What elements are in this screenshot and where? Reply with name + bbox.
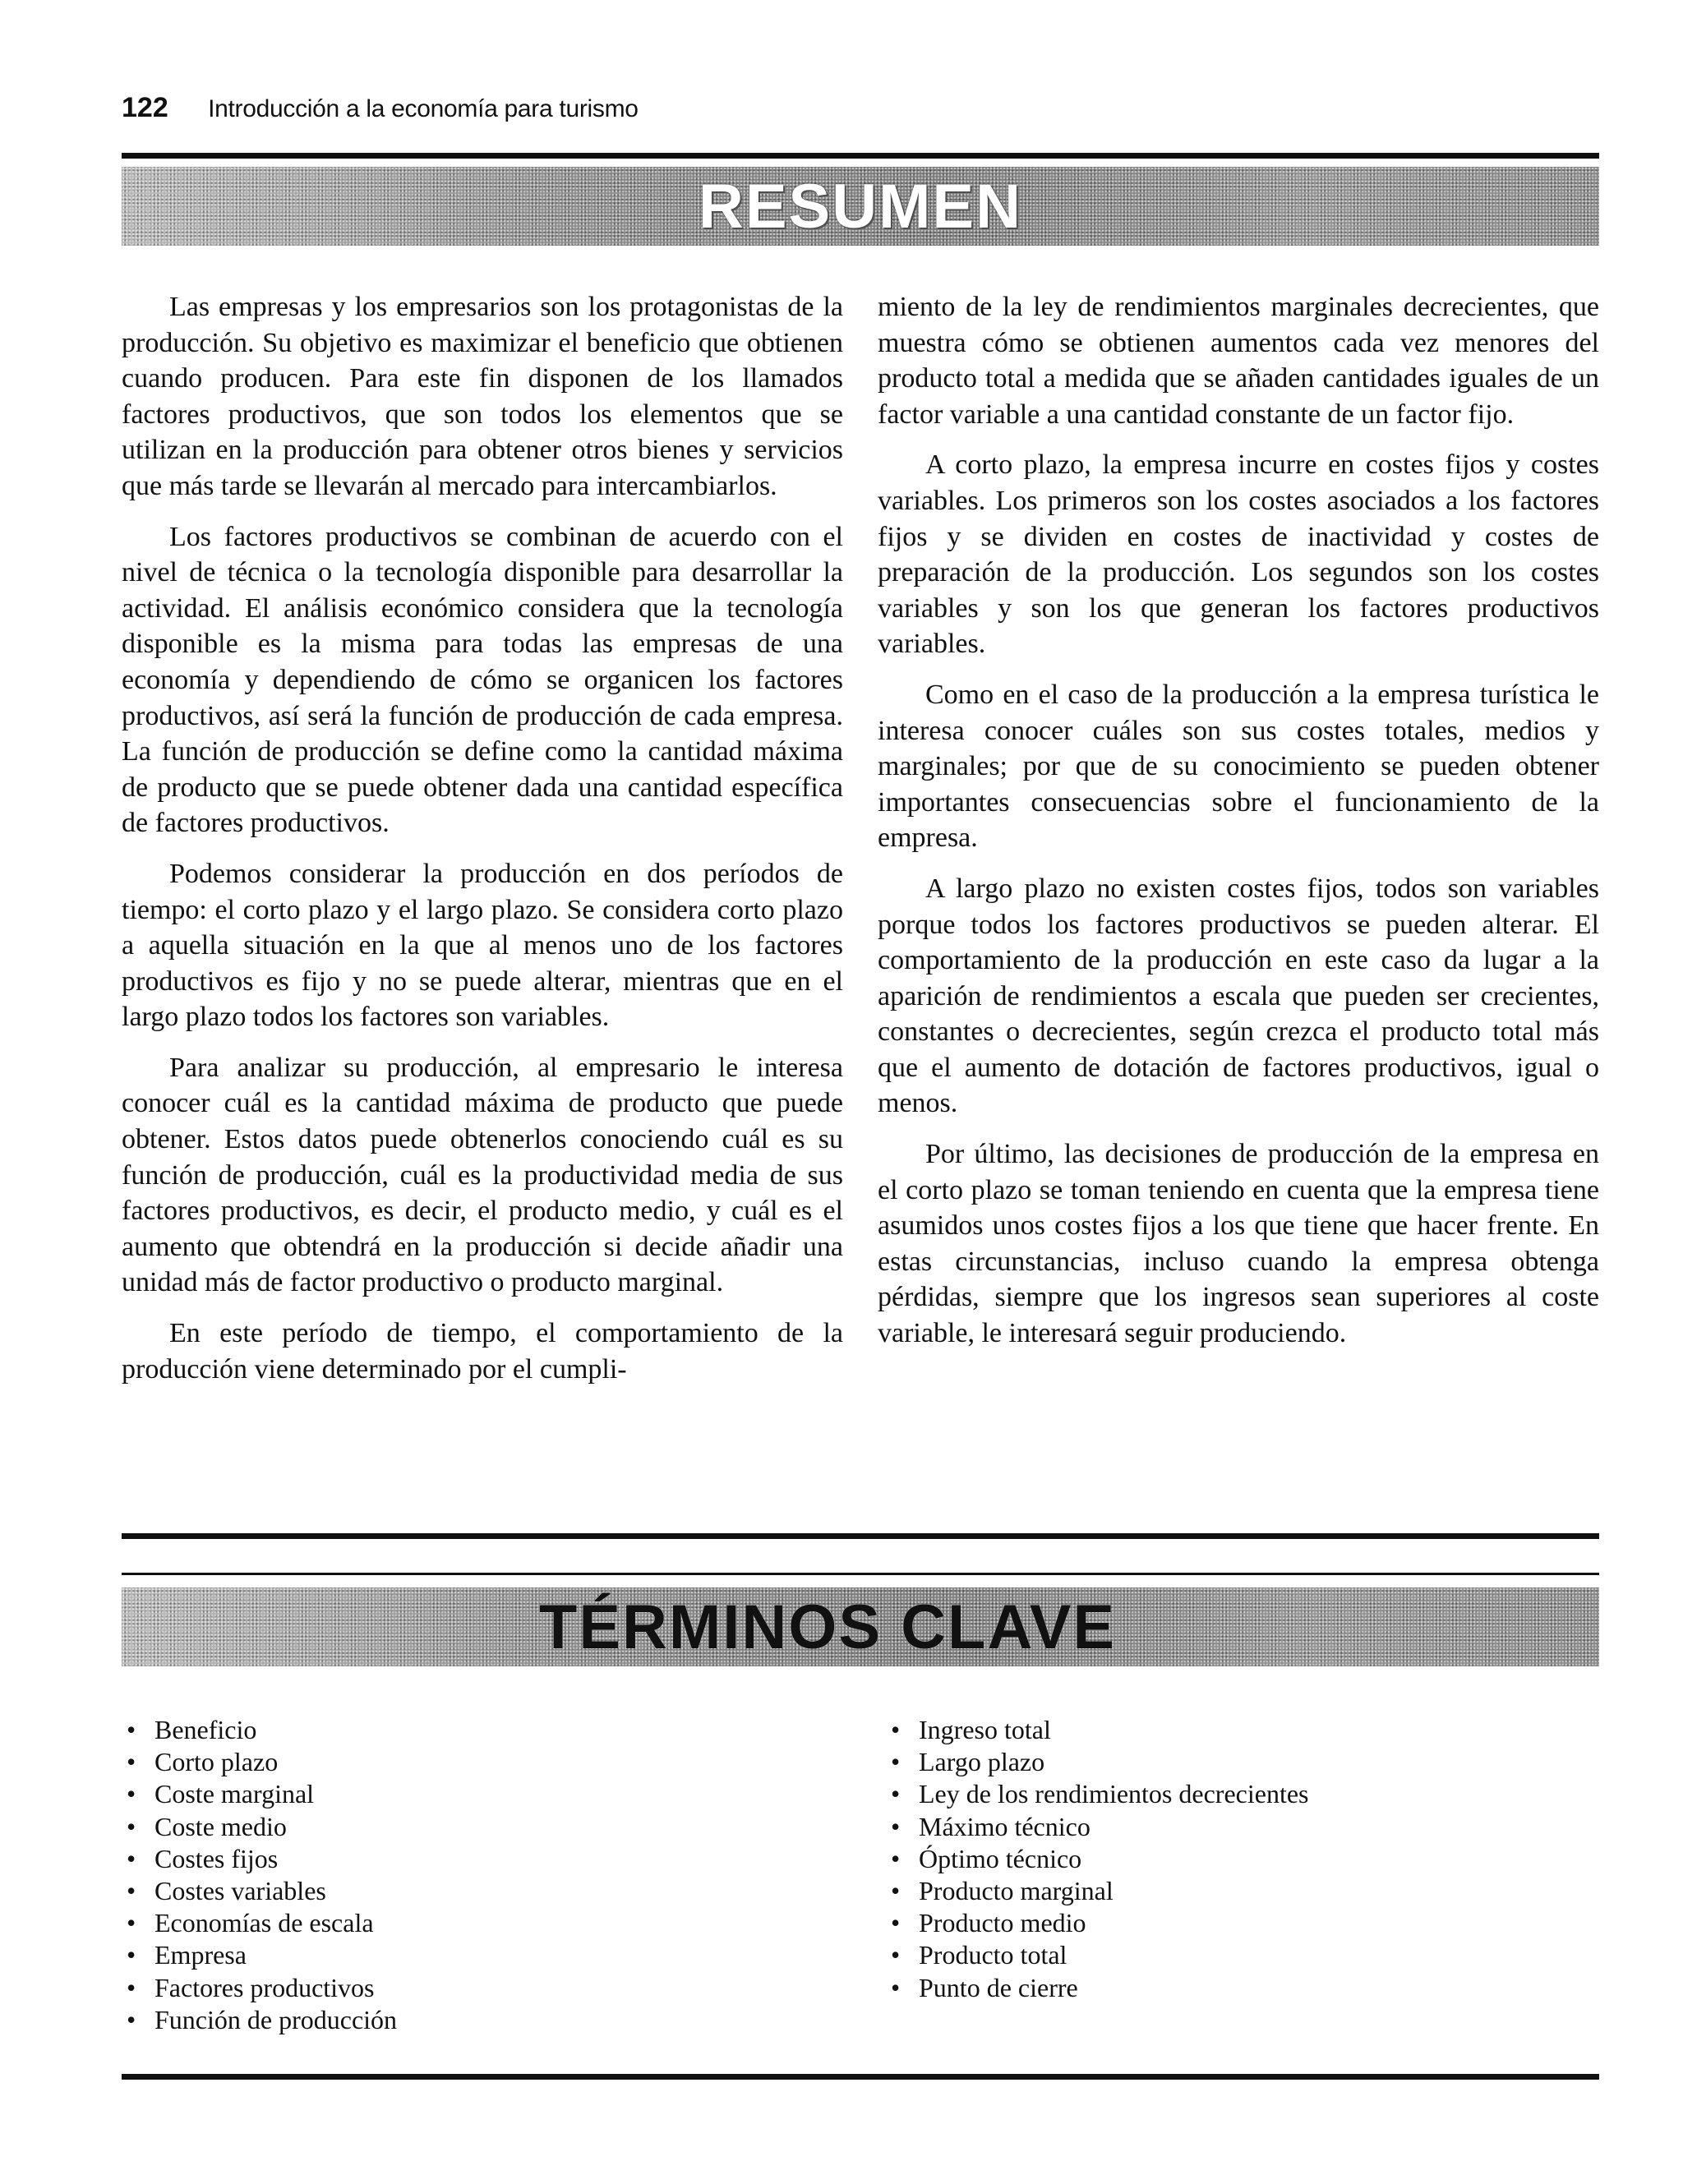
summary-paragraph: A largo plazo no existen costes fijos, todos son variables porque todos los factores productivos se pueden alterar. El comportamiento de la producción en este caso da lugar a la aparición de rendimientos a escala que pueden ser crecientes, constantes o decrecientes, según crezca el producto total más que el aumento de dotación de factores productivos, igual o menos. [878,873,1599,1119]
bullet-icon: • [127,1908,136,1938]
bullet-icon: • [127,2004,136,2034]
term-item: • Óptimo técnico [886,1843,1308,1875]
summary-paragraph: Como en el caso de la producción a la empresa turística le interesa conocer cuáles son sus costes totales, medios y marginales; por que de su conocimiento se pueden obtener importantes consecuencias sobre el funcionamiento de la empresa. [878,679,1599,854]
term-item: • Máximo técnico [886,1811,1308,1843]
term-item: • Punto de cierre [886,1972,1308,2004]
terms-body [122,1714,1599,2036]
bullet-icon: • [891,1972,901,2002]
term-item: • Empresa [122,1939,886,1971]
summary-left-column [122,289,843,1402]
page-number: 122 [122,92,168,123]
bullet-icon: • [127,1715,136,1744]
term-item: • Ingreso total [886,1714,1308,1746]
term-item: • Costes fijos [122,1843,886,1875]
bullet-icon: • [127,1843,136,1873]
term-item: • Producto total [886,1939,1308,1971]
summary-paragraph: Los factores productivos se combinan de acuerdo con el nivel de técnica o la tecnología disponible para desarrollar la actividad. El análisis económico considera que la tecnología disponible es la misma para todas las empresas de una economía y dependiendo de cómo se organicen los factores productivos, así será la función de producción de cada empresa. La función de producción se define como la cantidad máxima de producto que se puede obtener dada una cantidad específica de factores productivos. [122,521,843,839]
bullet-icon: • [891,1876,901,1906]
running-header [122,92,639,124]
term-item: • Coste marginal [122,1778,886,1810]
summary-paragraph: En este período de tiempo, el comportamiento de la producción viene determinado por el cumpli- [122,1318,843,1385]
summary-right-column [878,289,1599,1402]
summary-title: RESUMEN [698,171,1023,242]
summary-paragraph-continued: miento de la ley de rendimientos marginales decrecientes, que muestra cómo se obtienen aumentos cada vez menores del producto total a medida que se añaden cantidades iguales de un factor variable a una cantidad constante de un factor fijo. [878,292,1599,430]
summary-paragraph: Las empresas y los empresarios son los protagonistas de la producción. Su objetivo es maximizar el beneficio que obtienen cuando producen. Para este fin disponen de los llamados factores productivos, que son todos los elementos que se utilizan en la producción para obtener otros bienes y servicios que más tarde se llevarán al mercado para intercambiarlos. [122,292,843,501]
terms-title: TÉRMINOS CLAVE [538,1592,1117,1662]
summary-paragraph: Para analizar su producción, al empresario le interesa conocer cuál es la cantidad máxima de producto que puede obtener. Estos datos puede obtenerlos conociendo cuál es su función de producción, cuál es la productividad media de sus factores productivos, es decir, el producto medio, y cuál es el aumento que obtendrá en la producción si decide añadir una unidad más de factor productivo o producto marginal. [122,1052,843,1298]
summary-paragraph: A corto plazo, la empresa incurre en costes fijos y costes variables. Los primeros son los costes asociados a los factores fijos y se dividen en costes de inactividad y costes de preparación de la producción. Los segundos son los costes variables y son los que generan los factores productivos variables. [878,449,1599,660]
term-item: • Beneficio [122,1714,886,1746]
term-item: • Corto plazo [122,1746,886,1778]
bullet-icon: • [891,1908,901,1938]
bullet-icon: • [891,1940,901,1970]
summary-body [122,289,1599,1402]
bullet-icon: • [127,1876,136,1906]
term-item: • Costes variables [122,1875,886,1907]
term-item: • Factores productivos [122,1972,886,2004]
term-item: • Largo plazo [886,1746,1308,1778]
bullet-icon: • [127,1972,136,2002]
terms-banner [122,1587,1599,1666]
summary-paragraph: Podemos considerar la producción en dos períodos de tiempo: el corto plazo y el largo plazo. Se considera corto plazo a aquella situación en la que al menos uno de los factores productivos es fijo y no se puede alterar, mientras que en el largo plazo todos los factores son variables. [122,858,843,1033]
term-item: • Producto medio [886,1907,1308,1939]
top-rule [122,153,1599,159]
bottom-rule [122,2074,1599,2080]
term-item: • Función de producción [122,2004,886,2036]
bullet-icon: • [127,1747,136,1777]
bullet-icon: • [891,1811,901,1841]
terms-list-left [122,1714,886,2036]
bullet-icon: • [127,1779,136,1809]
summary-paragraph: Por último, las decisiones de producción de la empresa en el corto plazo se toman teniendo en cuenta que la empresa tiene asumidos unos costes fijos a los que tiene que hacer frente. En estas circunstancias, incluso cuando la empresa obtenga pérdidas, siempre que los ingresos sean superiores al coste variable, le interesará seguir produciendo. [878,1139,1599,1349]
bullet-icon: • [891,1779,901,1809]
bullet-icon: • [891,1715,901,1744]
bullet-icon: • [891,1747,901,1777]
terms-top-rule [122,1533,1599,1539]
term-item: • Producto marginal [886,1875,1308,1907]
terms-inner-rule [122,1573,1599,1575]
book-title: Introducción a la economía para turismo [208,95,639,122]
term-item: • Economías de escala [122,1907,886,1939]
terms-list-right [886,1714,1308,2036]
summary-banner [122,167,1599,246]
bullet-icon: • [891,1843,901,1873]
bullet-icon: • [127,1940,136,1970]
bullet-icon: • [127,1811,136,1841]
term-item: • Ley de los rendimientos decrecientes [886,1778,1308,1810]
term-item: • Coste medio [122,1811,886,1843]
